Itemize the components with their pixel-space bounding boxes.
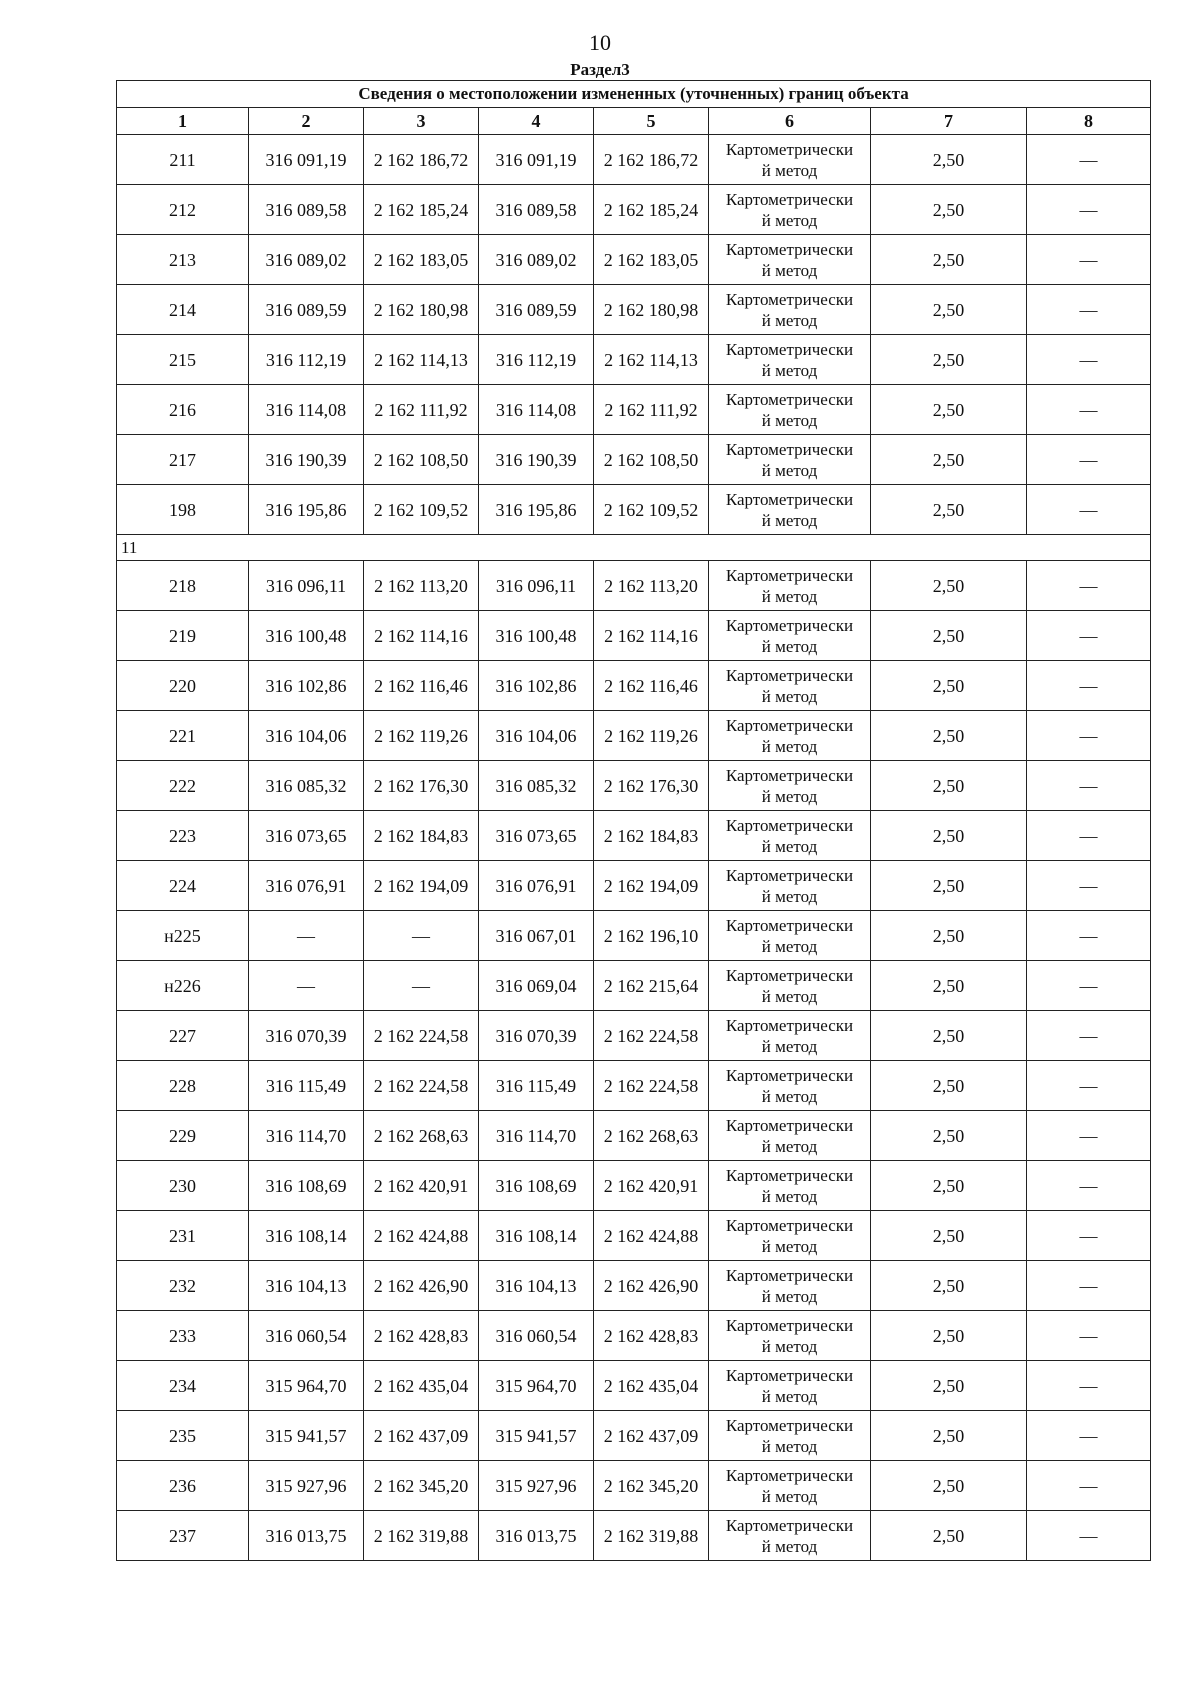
cell-new-y: 2 162 268,63 — [594, 1111, 709, 1161]
cell-point-number: 214 — [117, 285, 249, 335]
cell-new-y: 2 162 224,58 — [594, 1061, 709, 1111]
cell-description: — — [1027, 135, 1151, 185]
cell-new-x: 315 927,96 — [479, 1461, 594, 1511]
table-row — [117, 385, 1151, 435]
cell-precision: 2,50 — [871, 661, 1027, 711]
cell-method: Картометрически й метод — [709, 1361, 871, 1411]
cell-point-number: 212 — [117, 185, 249, 235]
table-row — [117, 1411, 1151, 1461]
cell-precision: 2,50 — [871, 761, 1027, 811]
cell-point-number: 213 — [117, 235, 249, 285]
cell-existing-y: 2 162 435,04 — [364, 1361, 479, 1411]
cell-method: Картометрически й метод — [709, 1011, 871, 1061]
cell-description: — — [1027, 1261, 1151, 1311]
cell-existing-x: 316 085,32 — [249, 761, 364, 811]
cell-new-x: 316 073,65 — [479, 811, 594, 861]
cell-existing-x: 316 104,13 — [249, 1261, 364, 1311]
cell-existing-x: 316 070,39 — [249, 1011, 364, 1061]
column-header-2: 2 — [249, 108, 364, 135]
cell-existing-x: 316 112,19 — [249, 335, 364, 385]
cell-description: — — [1027, 1411, 1151, 1461]
cell-description: — — [1027, 1111, 1151, 1161]
cell-new-x: 316 190,39 — [479, 435, 594, 485]
cell-new-x: 316 115,49 — [479, 1061, 594, 1111]
cell-method: Картометрически й метод — [709, 1111, 871, 1161]
cell-existing-y: 2 162 420,91 — [364, 1161, 479, 1211]
column-header-6: 6 — [709, 108, 871, 135]
cell-existing-y: 2 162 424,88 — [364, 1211, 479, 1261]
cell-new-x: 316 069,04 — [479, 961, 594, 1011]
cell-description: — — [1027, 561, 1151, 611]
cell-method: Картометрически й метод — [709, 1461, 871, 1511]
table-row — [117, 285, 1151, 335]
cell-new-x: 316 114,08 — [479, 385, 594, 435]
table-row — [117, 135, 1151, 185]
cell-new-x: 316 089,58 — [479, 185, 594, 235]
cell-new-y: 2 162 184,83 — [594, 811, 709, 861]
table-row — [117, 1261, 1151, 1311]
cell-description: — — [1027, 485, 1151, 535]
cell-new-x: 316 060,54 — [479, 1311, 594, 1361]
cell-method: Картометрически й метод — [709, 485, 871, 535]
cell-new-x: 315 964,70 — [479, 1361, 594, 1411]
cell-existing-y: 2 162 108,50 — [364, 435, 479, 485]
cell-method: Картометрически й метод — [709, 1511, 871, 1561]
cell-description: — — [1027, 861, 1151, 911]
cell-method: Картометрически й метод — [709, 811, 871, 861]
cell-new-y: 2 162 428,83 — [594, 1311, 709, 1361]
cell-new-x: 316 013,75 — [479, 1511, 594, 1561]
cell-existing-y: 2 162 180,98 — [364, 285, 479, 335]
cell-new-x: 316 114,70 — [479, 1111, 594, 1161]
cell-new-y: 2 162 437,09 — [594, 1411, 709, 1461]
cell-method: Картометрически й метод — [709, 711, 871, 761]
cell-new-y: 2 162 185,24 — [594, 185, 709, 235]
cell-method: Картометрически й метод — [709, 1061, 871, 1111]
cell-description: — — [1027, 811, 1151, 861]
cell-description: — — [1027, 235, 1151, 285]
cell-existing-y: — — [364, 961, 479, 1011]
cell-precision: 2,50 — [871, 1061, 1027, 1111]
cell-description: — — [1027, 1161, 1151, 1211]
cell-new-x: 316 108,69 — [479, 1161, 594, 1211]
table-body — [117, 81, 1151, 1561]
page-number: 10 — [589, 30, 611, 55]
cell-point-number: 198 — [117, 485, 249, 535]
cell-point-number: 237 — [117, 1511, 249, 1561]
cell-new-x: 316 104,06 — [479, 711, 594, 761]
cell-new-x: 316 089,02 — [479, 235, 594, 285]
cell-precision: 2,50 — [871, 485, 1027, 535]
cell-description: — — [1027, 1311, 1151, 1361]
cell-new-x: 316 076,91 — [479, 861, 594, 911]
cell-precision: 2,50 — [871, 811, 1027, 861]
cell-existing-y: 2 162 224,58 — [364, 1011, 479, 1061]
cell-precision: 2,50 — [871, 1261, 1027, 1311]
cell-method: Картометрически й метод — [709, 661, 871, 711]
cell-new-y: 2 162 424,88 — [594, 1211, 709, 1261]
cell-existing-x: 316 104,06 — [249, 711, 364, 761]
contour-label-row — [117, 535, 1151, 561]
cell-description: — — [1027, 911, 1151, 961]
cell-description: — — [1027, 285, 1151, 335]
column-header-4: 4 — [479, 108, 594, 135]
cell-method: Картометрически й метод — [709, 611, 871, 661]
cell-new-x: 316 195,86 — [479, 485, 594, 535]
cell-existing-x: 316 102,86 — [249, 661, 364, 711]
cell-new-y: 2 162 183,05 — [594, 235, 709, 285]
cell-new-y: 2 162 420,91 — [594, 1161, 709, 1211]
cell-point-number: 231 — [117, 1211, 249, 1261]
cell-new-x: 315 941,57 — [479, 1411, 594, 1461]
cell-precision: 2,50 — [871, 435, 1027, 485]
cell-point-number: 220 — [117, 661, 249, 711]
cell-existing-y: 2 162 224,58 — [364, 1061, 479, 1111]
cell-existing-y: 2 162 114,13 — [364, 335, 479, 385]
table-row — [117, 611, 1151, 661]
cell-precision: 2,50 — [871, 1011, 1027, 1061]
cell-precision: 2,50 — [871, 1361, 1027, 1411]
cell-new-y: 2 162 180,98 — [594, 285, 709, 335]
cell-existing-y: 2 162 426,90 — [364, 1261, 479, 1311]
cell-point-number: 211 — [117, 135, 249, 185]
table-row — [117, 561, 1151, 611]
cell-existing-y: 2 162 268,63 — [364, 1111, 479, 1161]
cell-point-number: 217 — [117, 435, 249, 485]
cell-method: Картометрически й метод — [709, 385, 871, 435]
cell-new-y: 2 162 215,64 — [594, 961, 709, 1011]
cell-precision: 2,50 — [871, 385, 1027, 435]
cell-new-x: 316 112,19 — [479, 335, 594, 385]
cell-existing-x: 316 073,65 — [249, 811, 364, 861]
cell-existing-y: 2 162 114,16 — [364, 611, 479, 661]
cell-description: — — [1027, 1011, 1151, 1061]
cell-new-y: 2 162 186,72 — [594, 135, 709, 185]
cell-precision: 2,50 — [871, 285, 1027, 335]
cell-method: Картометрически й метод — [709, 135, 871, 185]
cell-method: Картометрически й метод — [709, 911, 871, 961]
cell-new-x: 316 067,01 — [479, 911, 594, 961]
cell-existing-x: 315 941,57 — [249, 1411, 364, 1461]
cell-new-x: 316 108,14 — [479, 1211, 594, 1261]
cell-new-y: 2 162 196,10 — [594, 911, 709, 961]
cell-method: Картометрически й метод — [709, 961, 871, 1011]
cell-new-x: 316 089,59 — [479, 285, 594, 335]
cell-existing-y: 2 162 111,92 — [364, 385, 479, 435]
cell-point-number: 216 — [117, 385, 249, 435]
table-row — [117, 235, 1151, 285]
table-row — [117, 435, 1151, 485]
cell-description: — — [1027, 1361, 1151, 1411]
table-row — [117, 335, 1151, 385]
cell-precision: 2,50 — [871, 961, 1027, 1011]
cell-new-y: 2 162 113,20 — [594, 561, 709, 611]
cell-precision: 2,50 — [871, 611, 1027, 661]
cell-precision: 2,50 — [871, 135, 1027, 185]
table-row — [117, 1161, 1151, 1211]
cell-precision: 2,50 — [871, 711, 1027, 761]
cell-precision: 2,50 — [871, 1311, 1027, 1361]
cell-existing-x: 316 114,70 — [249, 1111, 364, 1161]
cell-point-number: 215 — [117, 335, 249, 385]
cell-method: Картометрически й метод — [709, 861, 871, 911]
table-row — [117, 1211, 1151, 1261]
cell-point-number: н226 — [117, 961, 249, 1011]
table-row — [117, 761, 1151, 811]
contour-label: 11 — [117, 535, 1151, 561]
cell-method: Картометрически й метод — [709, 435, 871, 485]
table-row — [117, 185, 1151, 235]
cell-existing-y: 2 162 183,05 — [364, 235, 479, 285]
column-header-5: 5 — [594, 108, 709, 135]
cell-new-x: 316 100,48 — [479, 611, 594, 661]
cell-description: — — [1027, 1061, 1151, 1111]
cell-new-y: 2 162 194,09 — [594, 861, 709, 911]
cell-existing-x: 316 013,75 — [249, 1511, 364, 1561]
cell-existing-x: 316 096,11 — [249, 561, 364, 611]
cell-new-x: 316 102,86 — [479, 661, 594, 711]
cell-description: — — [1027, 1461, 1151, 1511]
cell-description: — — [1027, 1511, 1151, 1561]
column-header-3: 3 — [364, 108, 479, 135]
cell-existing-x: 316 091,19 — [249, 135, 364, 185]
cell-precision: 2,50 — [871, 1511, 1027, 1561]
cell-point-number: 229 — [117, 1111, 249, 1161]
cell-precision: 2,50 — [871, 561, 1027, 611]
cell-existing-y: — — [364, 911, 479, 961]
table-caption: Сведения о местоположении измененных (уточненных) границ объекта — [117, 81, 1151, 108]
coordinates-table — [116, 80, 1151, 1561]
cell-point-number: 232 — [117, 1261, 249, 1311]
column-header-1: 1 — [117, 108, 249, 135]
table-row — [117, 485, 1151, 535]
cell-point-number: 230 — [117, 1161, 249, 1211]
table-row — [117, 961, 1151, 1011]
cell-method: Картометрически й метод — [709, 285, 871, 335]
cell-description: — — [1027, 185, 1151, 235]
cell-point-number: 236 — [117, 1461, 249, 1511]
cell-existing-y: 2 162 185,24 — [364, 185, 479, 235]
table-row — [117, 661, 1151, 711]
cell-new-y: 2 162 176,30 — [594, 761, 709, 811]
cell-method: Картометрически й метод — [709, 1261, 871, 1311]
cell-description: — — [1027, 611, 1151, 661]
cell-description: — — [1027, 335, 1151, 385]
cell-point-number: 221 — [117, 711, 249, 761]
cell-new-y: 2 162 426,90 — [594, 1261, 709, 1311]
table-row — [117, 1111, 1151, 1161]
table-row — [117, 1061, 1151, 1111]
cell-new-x: 316 085,32 — [479, 761, 594, 811]
cell-new-x: 316 104,13 — [479, 1261, 594, 1311]
cell-precision: 2,50 — [871, 1211, 1027, 1261]
cell-precision: 2,50 — [871, 1161, 1027, 1211]
table-row — [117, 1461, 1151, 1511]
table-row — [117, 1361, 1151, 1411]
table-caption-row — [117, 81, 1151, 108]
cell-existing-y: 2 162 113,20 — [364, 561, 479, 611]
cell-method: Картометрически й метод — [709, 185, 871, 235]
cell-method: Картометрически й метод — [709, 1311, 871, 1361]
cell-new-y: 2 162 116,46 — [594, 661, 709, 711]
cell-existing-x: 316 076,91 — [249, 861, 364, 911]
cell-precision: 2,50 — [871, 185, 1027, 235]
cell-existing-y: 2 162 428,83 — [364, 1311, 479, 1361]
cell-description: — — [1027, 435, 1151, 485]
cell-description: — — [1027, 385, 1151, 435]
cell-description: — — [1027, 1211, 1151, 1261]
cell-point-number: 219 — [117, 611, 249, 661]
cell-point-number: 233 — [117, 1311, 249, 1361]
cell-precision: 2,50 — [871, 911, 1027, 961]
table-row — [117, 1511, 1151, 1561]
cell-existing-y: 2 162 437,09 — [364, 1411, 479, 1461]
cell-new-y: 2 162 109,52 — [594, 485, 709, 535]
cell-existing-x: 316 060,54 — [249, 1311, 364, 1361]
table-row — [117, 811, 1151, 861]
cell-point-number: 234 — [117, 1361, 249, 1411]
cell-description: — — [1027, 761, 1151, 811]
cell-existing-y: 2 162 194,09 — [364, 861, 479, 911]
cell-existing-x: 316 114,08 — [249, 385, 364, 435]
cell-existing-x: 316 089,59 — [249, 285, 364, 335]
cell-existing-x: 316 089,58 — [249, 185, 364, 235]
cell-description: — — [1027, 711, 1151, 761]
cell-method: Картометрически й метод — [709, 1411, 871, 1461]
cell-point-number: н225 — [117, 911, 249, 961]
cell-new-y: 2 162 224,58 — [594, 1011, 709, 1061]
cell-existing-y: 2 162 119,26 — [364, 711, 479, 761]
cell-method: Картометрически й метод — [709, 561, 871, 611]
cell-existing-x: — — [249, 911, 364, 961]
cell-precision: 2,50 — [871, 861, 1027, 911]
cell-precision: 2,50 — [871, 1461, 1027, 1511]
cell-new-x: 316 091,19 — [479, 135, 594, 185]
cell-description: — — [1027, 661, 1151, 711]
cell-point-number: 218 — [117, 561, 249, 611]
cell-existing-x: 315 964,70 — [249, 1361, 364, 1411]
cell-existing-x: 316 108,14 — [249, 1211, 364, 1261]
cell-new-y: 2 162 108,50 — [594, 435, 709, 485]
cell-point-number: 224 — [117, 861, 249, 911]
cell-new-y: 2 162 114,16 — [594, 611, 709, 661]
cell-point-number: 223 — [117, 811, 249, 861]
column-header-7: 7 — [871, 108, 1027, 135]
cell-existing-y: 2 162 319,88 — [364, 1511, 479, 1561]
cell-existing-y: 2 162 109,52 — [364, 485, 479, 535]
cell-existing-x: 316 190,39 — [249, 435, 364, 485]
cell-existing-y: 2 162 184,83 — [364, 811, 479, 861]
cell-method: Картометрически й метод — [709, 1211, 871, 1261]
cell-precision: 2,50 — [871, 235, 1027, 285]
cell-existing-y: 2 162 345,20 — [364, 1461, 479, 1511]
cell-existing-x: 316 115,49 — [249, 1061, 364, 1111]
cell-existing-x: 316 108,69 — [249, 1161, 364, 1211]
cell-new-x: 316 096,11 — [479, 561, 594, 611]
cell-new-y: 2 162 114,13 — [594, 335, 709, 385]
cell-existing-x: 316 089,02 — [249, 235, 364, 285]
section-title: Раздел3 — [570, 60, 630, 79]
cell-precision: 2,50 — [871, 335, 1027, 385]
cell-existing-x: 316 195,86 — [249, 485, 364, 535]
table-row — [117, 711, 1151, 761]
table-row — [117, 1311, 1151, 1361]
table-row — [117, 1011, 1151, 1061]
cell-description: — — [1027, 961, 1151, 1011]
cell-point-number: 228 — [117, 1061, 249, 1111]
table-row — [117, 911, 1151, 961]
column-header-8: 8 — [1027, 108, 1151, 135]
cell-precision: 2,50 — [871, 1411, 1027, 1461]
cell-method: Картометрически й метод — [709, 761, 871, 811]
table-row — [117, 861, 1151, 911]
cell-precision: 2,50 — [871, 1111, 1027, 1161]
cell-existing-x: 315 927,96 — [249, 1461, 364, 1511]
cell-point-number: 222 — [117, 761, 249, 811]
cell-method: Картометрически й метод — [709, 335, 871, 385]
cell-existing-y: 2 162 186,72 — [364, 135, 479, 185]
cell-existing-x: — — [249, 961, 364, 1011]
cell-method: Картометрически й метод — [709, 1161, 871, 1211]
column-number-row — [117, 108, 1151, 135]
cell-new-y: 2 162 435,04 — [594, 1361, 709, 1411]
cell-point-number: 227 — [117, 1011, 249, 1061]
cell-new-x: 316 070,39 — [479, 1011, 594, 1061]
cell-existing-y: 2 162 176,30 — [364, 761, 479, 811]
cell-new-y: 2 162 119,26 — [594, 711, 709, 761]
cell-new-y: 2 162 345,20 — [594, 1461, 709, 1511]
cell-method: Картометрически й метод — [709, 235, 871, 285]
cell-new-y: 2 162 111,92 — [594, 385, 709, 435]
cell-existing-y: 2 162 116,46 — [364, 661, 479, 711]
cell-existing-x: 316 100,48 — [249, 611, 364, 661]
cell-new-y: 2 162 319,88 — [594, 1511, 709, 1561]
cell-point-number: 235 — [117, 1411, 249, 1461]
coordinates-table-container — [116, 80, 1150, 1561]
